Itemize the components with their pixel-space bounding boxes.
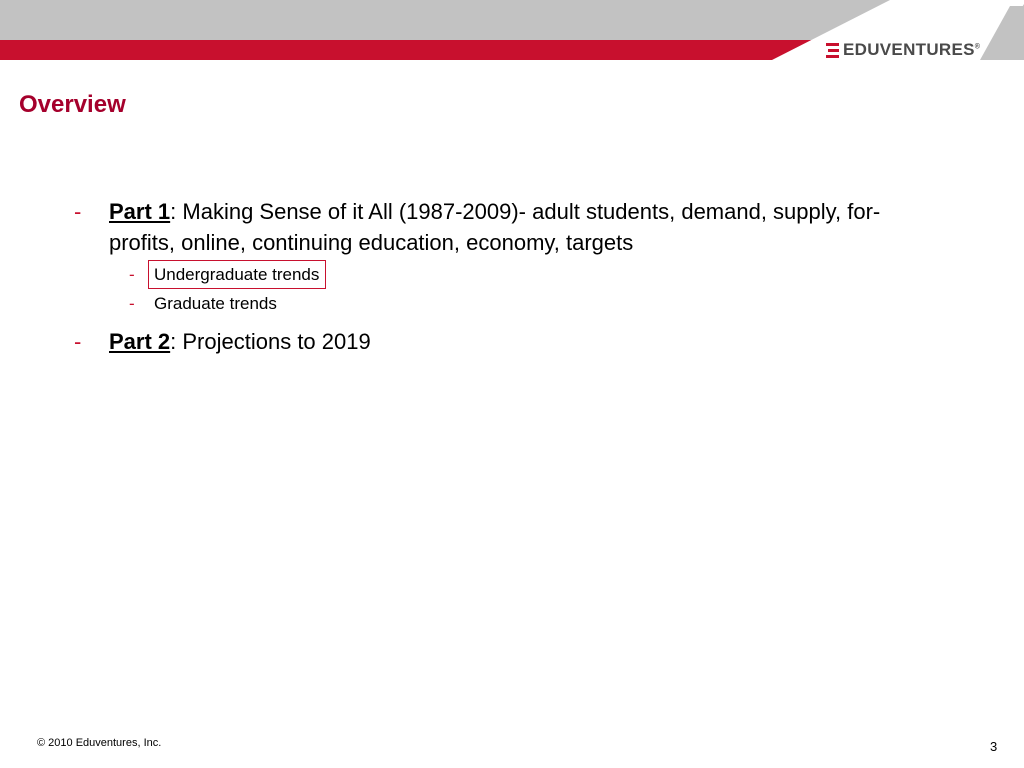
bullet-part-2 [74,326,934,357]
slide-content [74,196,934,357]
part-1-subitems [74,260,934,318]
part-1-label: Part 1 [109,199,171,224]
eduventures-logo [826,40,980,60]
copyright-text: © 2010 Eduventures, Inc. [37,737,162,749]
logo-mark-icon [826,43,839,58]
subitem-undergraduate [74,260,934,289]
slide-title: Overview [19,91,126,118]
bullet-dash: - [74,329,82,354]
sub-bullet-dash: - [129,265,135,284]
part-2-label: Part 2 [109,329,171,354]
part-1-text: : Making Sense of it All (1987-2009)- adult students, demand, supply, for-profits, online, continuing education, economy, targets [109,199,881,255]
bullet-part-1 [74,196,934,258]
page-number: 3 [990,739,998,754]
subitem-graduate [74,289,934,318]
graduate-trends-text: Graduate trends [154,294,277,313]
undergraduate-trends-highlight: Undergraduate trends [148,260,326,289]
logo-text: EDUVENTURES® [843,40,981,59]
bullet-dash: - [74,199,82,224]
sub-bullet-dash: - [129,294,135,313]
part-2-text: : Projections to 2019 [170,329,371,354]
